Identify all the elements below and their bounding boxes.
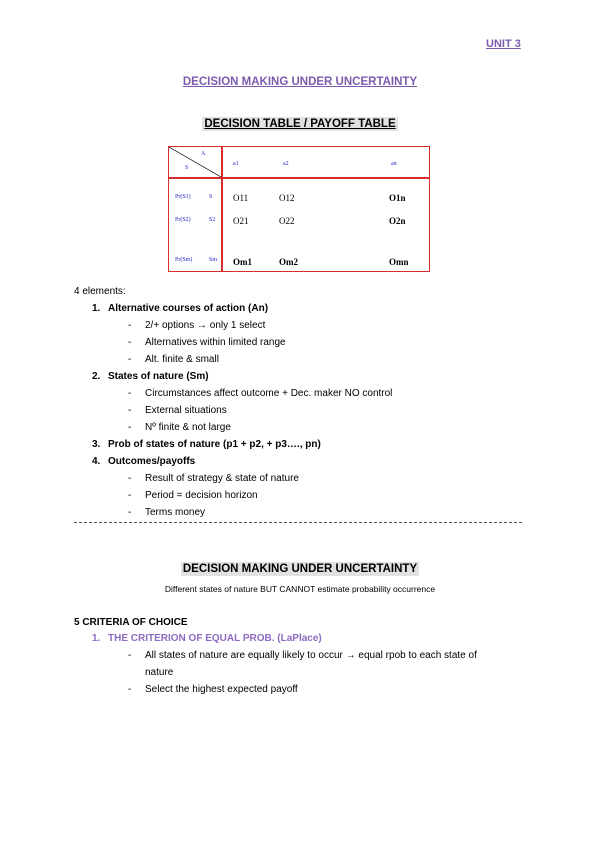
bullet-dash: - bbox=[128, 405, 132, 416]
list-subitem: 2/+ options → only 1 select bbox=[145, 320, 266, 331]
section-title-2: DECISION MAKING UNDER UNCERTAINTY bbox=[182, 563, 418, 575]
row-prob: Pr(S1) bbox=[175, 194, 191, 200]
unit-label: UNIT 3 bbox=[486, 38, 521, 50]
bullet-dash: - bbox=[128, 422, 132, 433]
table-cell: O21 bbox=[233, 216, 249, 226]
list-subitem: External situations bbox=[145, 405, 227, 416]
list-subitem: Period = decision horizon bbox=[145, 490, 258, 501]
table-divider-vertical bbox=[221, 147, 223, 271]
criteria-heading: 5 CRITERIA OF CHOICE bbox=[74, 617, 188, 628]
table-cell: O2n bbox=[389, 216, 406, 226]
bullet-dash: - bbox=[128, 490, 132, 501]
bullet-dash: - bbox=[128, 354, 132, 365]
bullet-dash: - bbox=[128, 337, 132, 348]
criterion-point: All states of nature are equally likely to occur → equal rpob to each state of bbox=[145, 650, 477, 661]
bullet-dash: - bbox=[128, 650, 132, 661]
list-item: Outcomes/payoffs bbox=[108, 456, 196, 467]
col-header: a2 bbox=[283, 161, 289, 167]
row-prob: Pr(Sm) bbox=[175, 257, 193, 263]
list-subitem: Alternatives within limited range bbox=[145, 337, 286, 348]
bullet-dash: - bbox=[128, 320, 132, 331]
table-cell: O11 bbox=[233, 193, 249, 203]
table-cell: O1n bbox=[389, 193, 406, 203]
list-subitem: Alt. finite & small bbox=[145, 354, 219, 365]
elements-intro: 4 elements: bbox=[74, 286, 126, 297]
table-cell: O12 bbox=[279, 193, 295, 203]
criterion-number: 1. bbox=[92, 633, 101, 644]
bullet-dash: - bbox=[128, 684, 132, 695]
list-subitem: Result of strategy & state of nature bbox=[145, 473, 299, 484]
col-header: an bbox=[391, 161, 397, 167]
bullet-dash: - bbox=[128, 473, 132, 484]
payoff-table bbox=[168, 146, 430, 272]
row-state: Sm bbox=[209, 257, 218, 263]
corner-bottom-label: S bbox=[185, 165, 189, 171]
section-subtitle-1: DECISION TABLE / PAYOFF TABLE bbox=[204, 118, 396, 130]
table-cell: Omn bbox=[389, 257, 409, 267]
list-subitem: Circumstances affect outcome + Dec. maker NO control bbox=[145, 388, 393, 399]
table-corner-diagonal bbox=[169, 147, 221, 177]
list-subitem: Terms money bbox=[145, 507, 206, 518]
list-number: 4. bbox=[92, 456, 101, 467]
row-state: S2 bbox=[209, 217, 216, 223]
list-item: States of nature (Sm) bbox=[108, 371, 209, 382]
list-item: Alternative courses of action (An) bbox=[108, 303, 269, 314]
section-subtitle-2: Different states of nature BUT CANNOT estimate probability occurrence bbox=[164, 584, 436, 594]
criterion-point: nature bbox=[145, 667, 174, 678]
bullet-dash: - bbox=[128, 388, 132, 399]
list-number: 3. bbox=[92, 439, 101, 450]
criterion-title: THE CRITERION OF EQUAL PROB. (LaPlace) bbox=[108, 633, 322, 644]
table-cell: O22 bbox=[279, 216, 295, 226]
table-divider-horizontal bbox=[169, 177, 429, 179]
col-header: a1 bbox=[233, 161, 239, 167]
corner-top-label: A bbox=[201, 151, 206, 157]
list-number: 2. bbox=[92, 371, 101, 382]
list-subitem: Nº finite & not large bbox=[145, 422, 231, 433]
list-number: 1. bbox=[92, 303, 101, 314]
row-state: S bbox=[209, 194, 213, 200]
table-cell: Om2 bbox=[279, 257, 298, 267]
section-separator bbox=[74, 522, 522, 523]
list-item: Prob of states of nature (p1 + p2, + p3…., pn) bbox=[108, 439, 321, 450]
bullet-dash: - bbox=[128, 507, 132, 518]
section-title-1: DECISION MAKING UNDER UNCERTAINTY bbox=[182, 76, 418, 88]
row-prob: Pr(S2) bbox=[175, 217, 191, 223]
criterion-point: Select the highest expected payoff bbox=[145, 684, 298, 695]
table-cell: Om1 bbox=[233, 257, 252, 267]
